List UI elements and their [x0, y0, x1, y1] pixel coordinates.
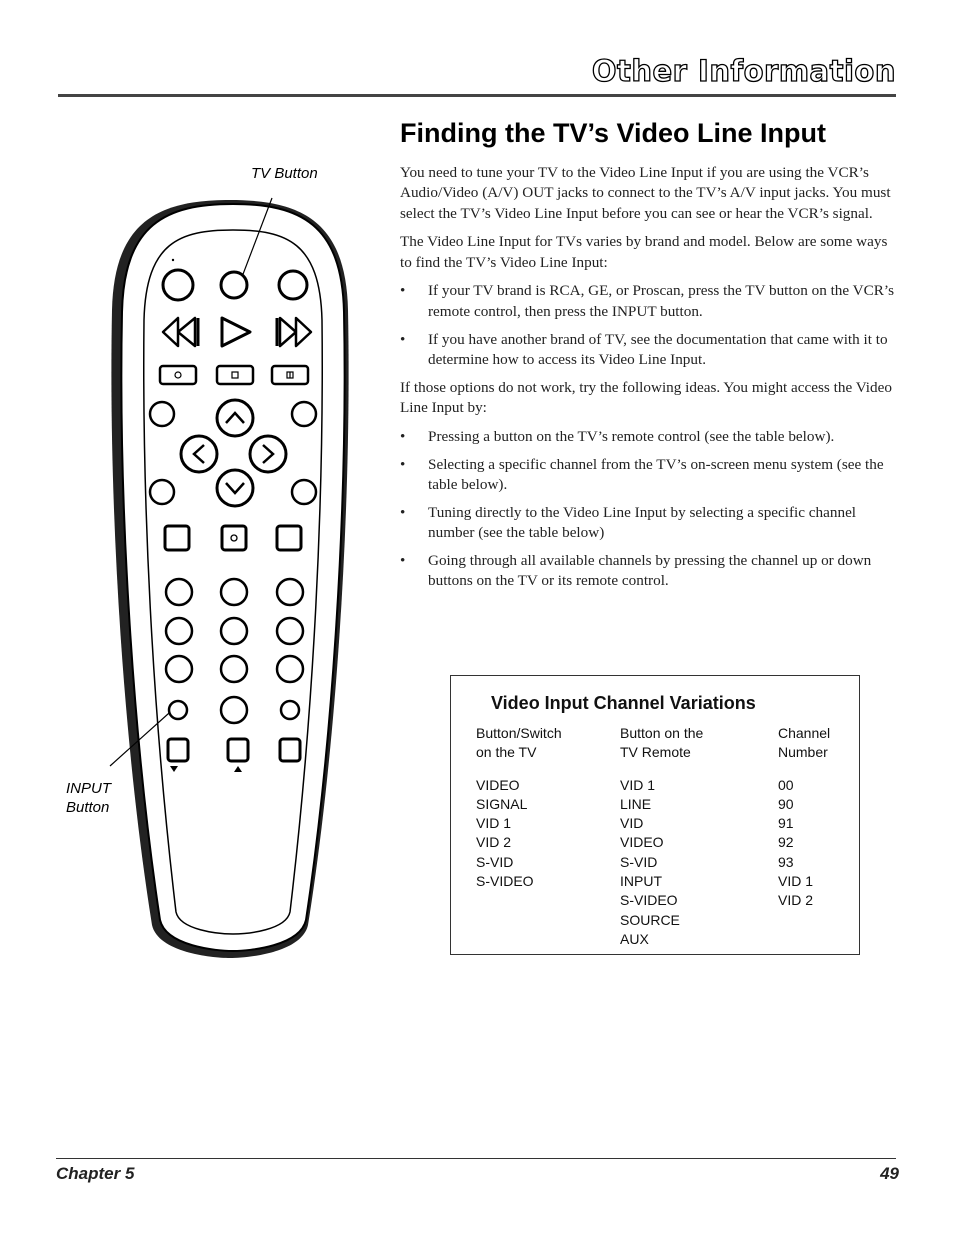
column-header	[476, 724, 562, 763]
input-callout-line2: Button	[66, 799, 110, 816]
table-cell: VID	[620, 815, 644, 832]
table-cell: LINE	[620, 795, 652, 812]
bullet-item	[400, 330, 896, 371]
column-header-line: on the TV	[476, 744, 537, 761]
arrow-down-icon	[217, 470, 253, 506]
bullet-item	[400, 551, 896, 592]
page-footer	[56, 1158, 899, 1189]
stop-button-icon	[217, 366, 253, 384]
table-cell: VID 1	[620, 776, 656, 793]
number-button-icon	[166, 618, 192, 644]
table-cell: VID 1	[476, 815, 512, 832]
bullet-text: If you have another brand of TV, see the documentation that came with it to determine how to access its Video Line Input.	[428, 330, 888, 368]
arrow-up-icon	[217, 400, 253, 436]
bullet-dot: •	[400, 282, 406, 300]
arrow-right-icon	[250, 436, 286, 472]
table-cell: SOURCE	[620, 911, 680, 928]
body-text	[400, 163, 896, 599]
pause-button-icon	[272, 366, 308, 384]
menu-button-icon	[150, 402, 174, 426]
page-header	[58, 50, 896, 97]
table-cell: S-VID	[620, 853, 658, 870]
input-callout-line1: INPUT	[66, 780, 111, 797]
power-button-icon	[163, 270, 193, 300]
indicator-dot-icon	[172, 259, 174, 261]
table-cell: VID 1	[778, 873, 814, 890]
column-remote	[620, 724, 703, 949]
table-cell: 92	[778, 834, 794, 851]
bullet-dot: •	[400, 551, 406, 569]
channel-up-button-icon	[228, 739, 248, 761]
table-cell: AUX	[620, 930, 649, 947]
page-title: Other Information	[591, 54, 896, 88]
footer-page-number: 49	[880, 1164, 899, 1183]
number-button-icon	[166, 579, 192, 605]
record-button-icon	[160, 366, 196, 384]
number-button-icon	[277, 579, 303, 605]
bullet-text: Pressing a button on the TV’s remote control (see the table below).	[428, 427, 835, 445]
number-button-icon	[221, 656, 247, 682]
tv-button-callout: TV Button	[251, 165, 318, 182]
bullet-dot: •	[400, 503, 406, 521]
square-button-center-icon	[222, 526, 246, 550]
number-button-icon	[277, 656, 303, 682]
bullet-dot: •	[400, 455, 406, 473]
info-button-icon	[150, 480, 174, 504]
bullet-item	[400, 503, 896, 544]
column-header-line: Number	[778, 744, 828, 761]
paragraph-varies: The Video Line Input for TVs varies by brand and model. Below are some ways to find the TV’s Video Line Input:	[400, 233, 888, 271]
column-header	[778, 724, 830, 763]
table-cell: S-VIDEO	[620, 892, 678, 909]
table-cell: 91	[778, 815, 794, 832]
zero-button-icon	[221, 697, 247, 723]
column-channel	[778, 724, 830, 911]
square-button-left-icon	[165, 526, 189, 550]
number-button-icon	[277, 618, 303, 644]
column-header-line: TV Remote	[620, 744, 691, 761]
input-button-icon	[169, 701, 187, 719]
table-cell: VIDEO	[620, 834, 664, 851]
table-cell: VID 2	[476, 834, 512, 851]
number-keypad	[166, 579, 303, 682]
table-cell: SIGNAL	[476, 795, 528, 812]
mute-button-icon	[280, 739, 300, 761]
column-tv	[476, 724, 562, 891]
table-cell: 00	[778, 776, 794, 793]
column-header-line: Channel	[778, 725, 831, 741]
table-cell: 93	[778, 853, 794, 870]
number-button-icon	[221, 618, 247, 644]
bullet-text: If your TV brand is RCA, GE, or Proscan, press the TV button on the VCR’s remote control, then press the INPUT button.	[428, 282, 895, 320]
bullet-item	[400, 281, 896, 322]
column-header-line: Button/Switch	[476, 725, 562, 741]
arrow-left-icon	[181, 436, 217, 472]
table-cell: INPUT	[620, 873, 662, 890]
square-button-right-icon	[277, 526, 301, 550]
number-button-icon	[166, 656, 192, 682]
remote-control-illustration	[100, 190, 360, 965]
table-title: Video Input Channel Variations	[491, 693, 756, 713]
section-title: Finding the TV’s Video Line Input	[400, 118, 826, 148]
tv-button-icon	[221, 272, 247, 298]
bullet-item	[400, 427, 896, 447]
bullet-text: Selecting a specific channel from the TV’s on-screen menu system (see the table below).	[428, 455, 884, 493]
table-cell: S-VIDEO	[476, 873, 534, 890]
table-cell: VIDEO	[476, 776, 520, 793]
footer-chapter: Chapter 5	[56, 1164, 135, 1183]
clear-button-icon	[292, 402, 316, 426]
bullet-text: Going through all available channels by pressing the channel up or down buttons on the TV or its remote control.	[428, 551, 872, 590]
vcr-button-icon	[279, 271, 307, 299]
column-header	[620, 724, 703, 763]
table-cell: VID 2	[778, 892, 814, 909]
bullet-dot: •	[400, 427, 406, 445]
video-input-table	[450, 675, 860, 955]
table-cell: S-VID	[476, 853, 514, 870]
table-cell: 90	[778, 795, 794, 812]
bullet-dot: •	[400, 330, 406, 348]
number-button-icon	[221, 579, 247, 605]
antenna-button-icon	[281, 701, 299, 719]
channel-down-button-icon	[168, 739, 188, 761]
paragraph-options: If those options do not work, try the following ideas. You might access the Video Line Input by:	[400, 378, 892, 416]
column-header-line: Button on the	[620, 725, 704, 741]
bullet-item	[400, 455, 896, 496]
bullet-text: Tuning directly to the Video Line Input by selecting a specific channel number (see the table below)	[428, 503, 857, 541]
paragraph-intro: You need to tune your TV to the Video Line Input if you are using the VCR’s Audio/Video (A/V) OUT jacks to connect to the TV’s A/V input jacks. You must select the TV’s Video Line Input before you can see or hear the VCR’s signal.	[400, 164, 891, 222]
guide-button-icon	[292, 480, 316, 504]
